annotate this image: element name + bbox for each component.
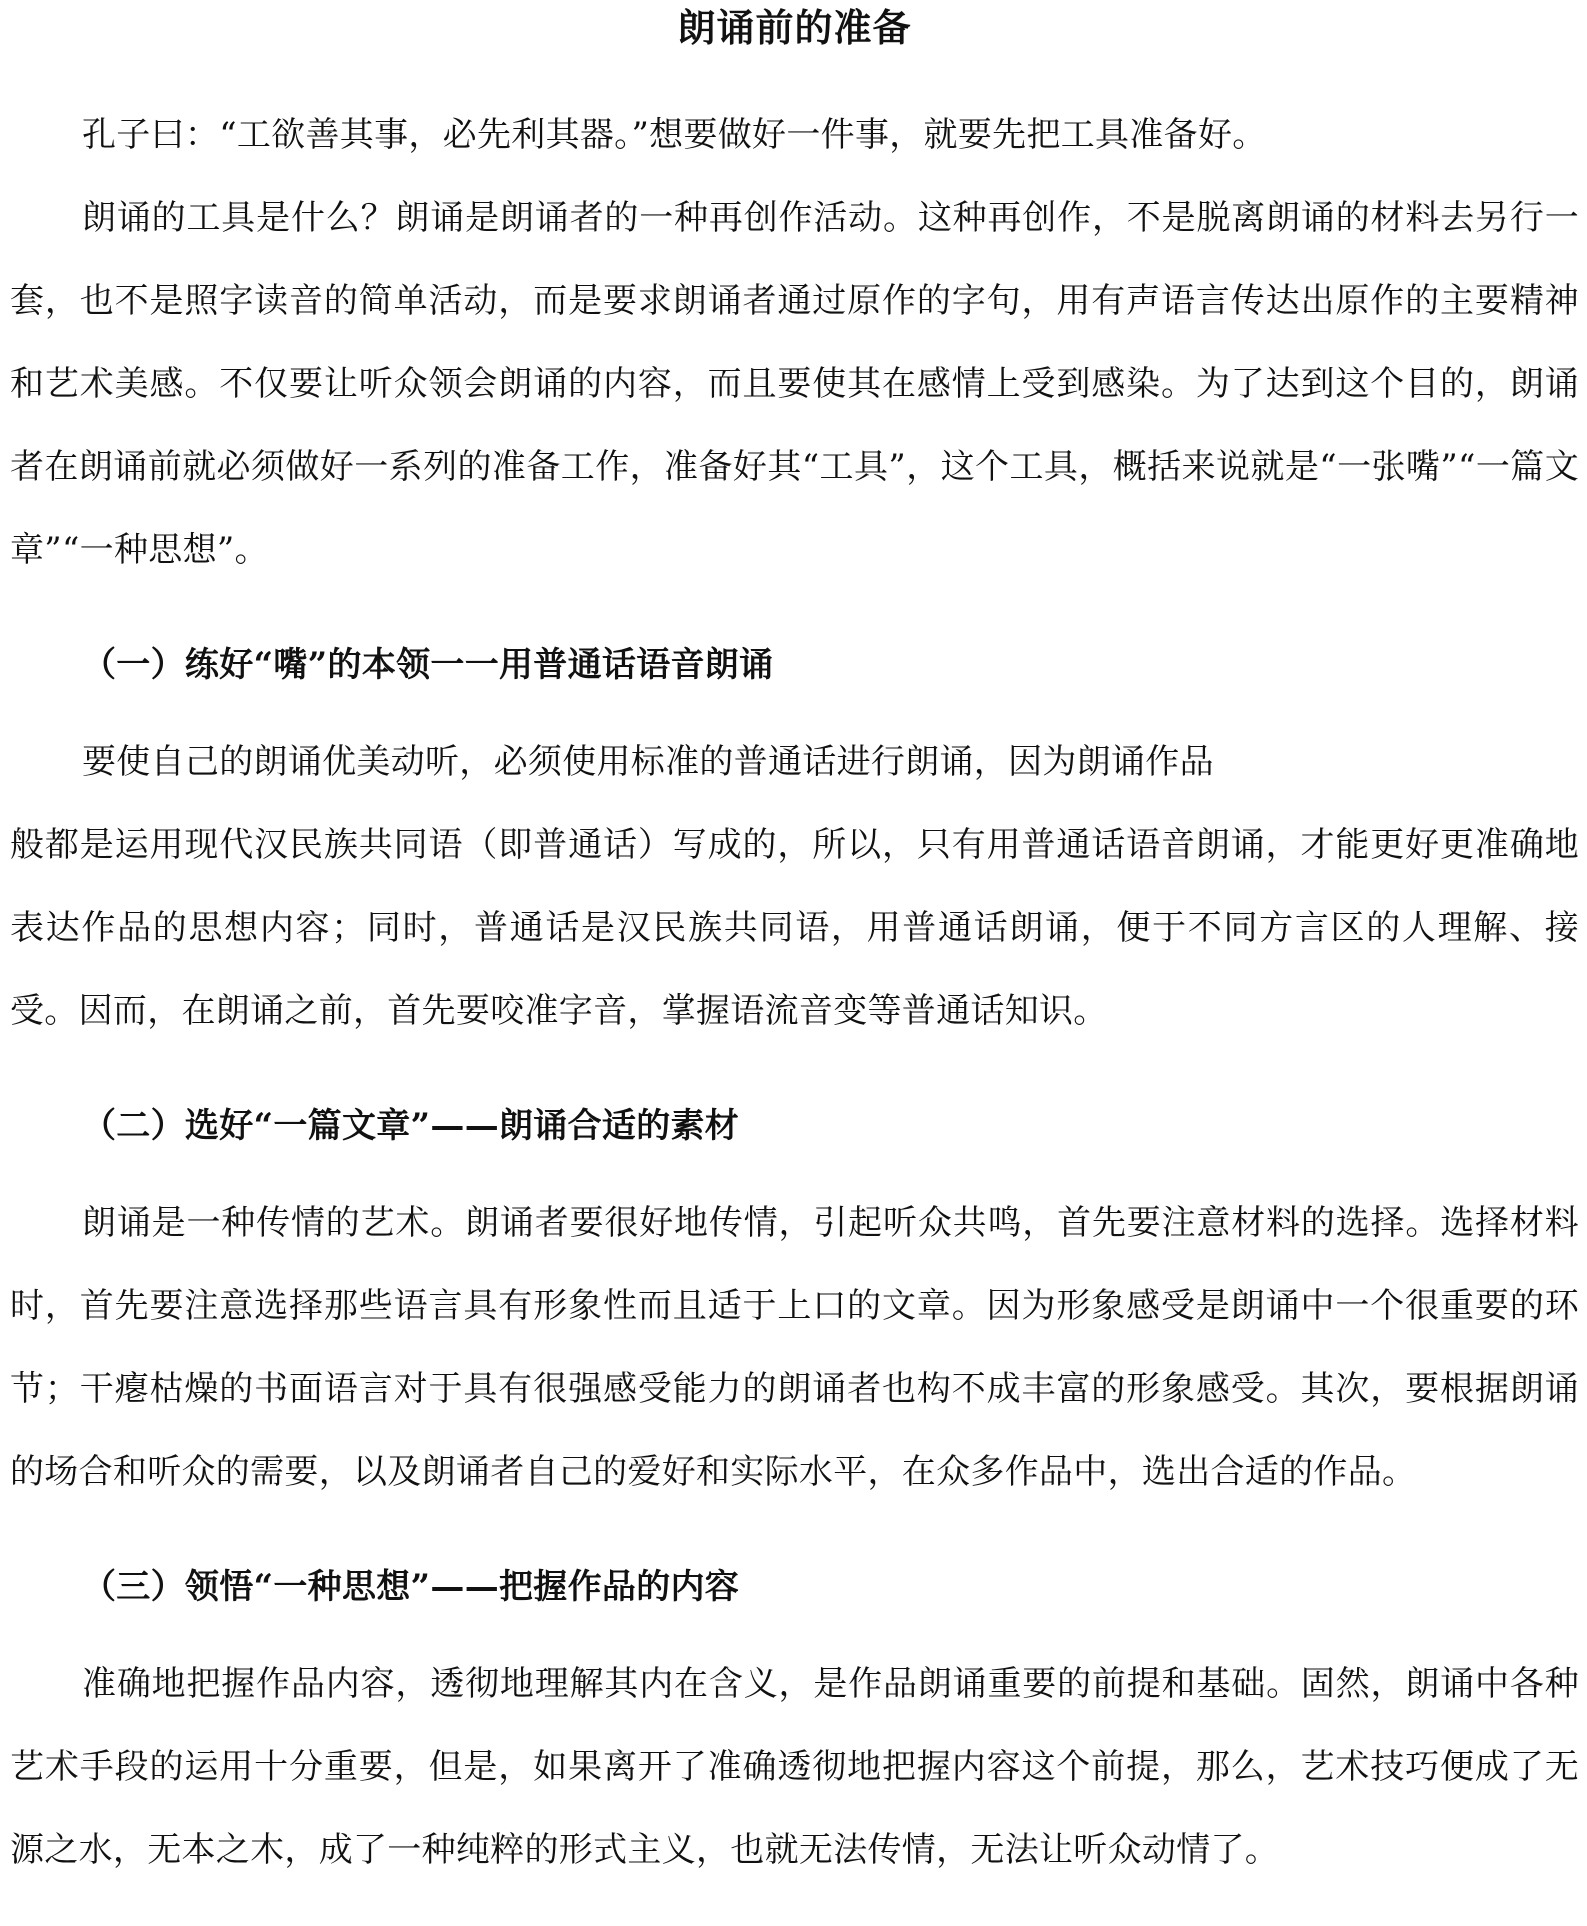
paragraph-material-selection: 朗诵是一种传情的艺术。朗诵者要很好地传情，引起听众共鸣，首先要注意材料的选择。选择材料时，首先要注意选择那些语言具有形象性而且适于上口的文章。因为形象感受是朗诵中一个很重要的环节；干瘪枯燥的书面语言对于具有很强感受能力的朗诵者也构不成丰富的形象感受。其次，要根据朗诵的场合和听众的需要，以及朗诵者自己的爱好和实际水平，在众多作品中，选出合适的作品。	[10, 1203, 1579, 1492]
document-title: 朗诵前的准备	[677, 5, 912, 50]
paragraph-mandarin-start: 要使自己的朗诵优美动听，必须使用标准的普通话进行朗诵，因为朗诵作品	[82, 742, 1214, 782]
paragraph-mandarin-continued: 般都是运用现代汉民族共同语（即普通话）写成的，所以，只有用普通话语音朗诵，才能更好更准确地表达作品的思想内容；同时，普通话是汉民族共同语，用普通话朗诵，便于不同方言区的人理解、接受。因而，在朗诵之前，首先要咬准字音，掌握语流音变等普通话知识。	[10, 825, 1579, 1031]
paragraph-tools: 朗诵的工具是什么？朗诵是朗诵者的一种再创作活动。这种再创作，不是脱离朗诵的材料去另行一套，也不是照字读音的简单活动，而是要求朗诵者通过原作的字句，用有声语言传达出原作的主要精神和艺术美感。不仅要让听众领会朗诵的内容，而且要使其在感情上受到感染。为了达到这个目的，朗诵者在朗诵前就必须做好一系列的准备工作，准备好其“工具”，这个工具，概括来说就是“一张嘴”“一篇文章”“一种思想”。	[10, 198, 1579, 570]
paragraph-content-understanding: 准确地把握作品内容，透彻地理解其内在含义，是作品朗诵重要的前提和基础。固然，朗诵中各种艺术手段的运用十分重要，但是，如果离开了准确透彻地把握内容这个前提，那么，艺术技巧便成了无源之水，无本之木，成了一种纯粹的形式主义，也就无法传情，无法让听众动情了。	[10, 1664, 1579, 1870]
section-heading-3: （三）领悟“一种思想”——把握作品的内容	[82, 1567, 740, 1607]
section-heading-2: （二）选好“一篇文章”——朗诵合适的素材	[82, 1106, 740, 1146]
section-heading-1: （一）练好“嘴”的本领一一用普通话语音朗诵	[82, 645, 774, 685]
paragraph-intro-quote: 孔子曰：“工欲善其事，必先利其器。”想要做好一件事，就要先把工具准备好。	[82, 115, 1267, 155]
